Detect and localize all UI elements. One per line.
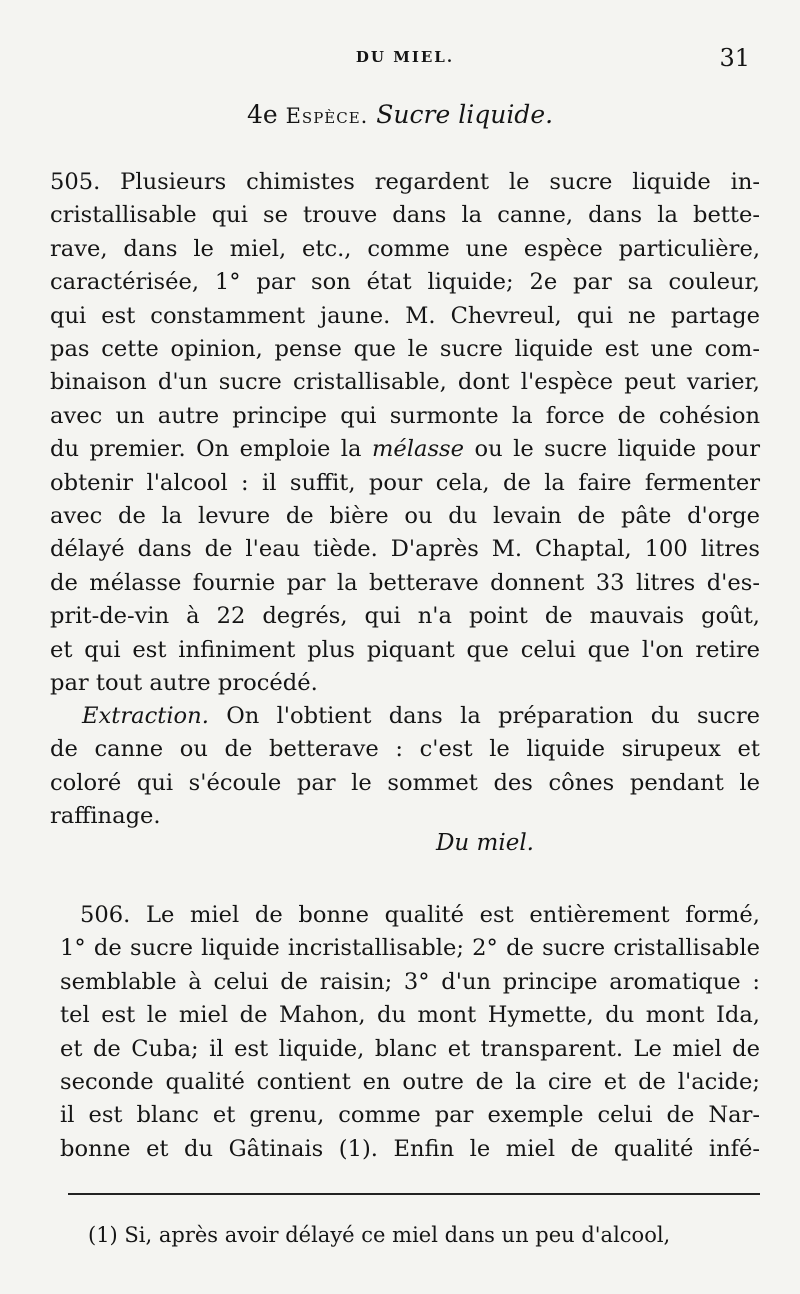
text-line: obtenir l'alcool : il suffit, pour cela, de la faire fermenter	[50, 469, 760, 496]
text-segment: du premier. On emploie la	[50, 436, 362, 463]
paragraph-506	[50, 899, 760, 1166]
text-line: prit-de-vin à 22 degrés, qui n'a point de mauvais goût,	[50, 603, 760, 630]
text-line: coloré qui s'écoule par le sommet des cônes pendant le	[50, 769, 760, 796]
text-line: binaison d'un sucre cristallisable, dont l'espèce peut varier,	[50, 369, 760, 396]
species-number: 4e	[246, 100, 278, 129]
text-line: bonne et du Gâtinais (1). Enfin le miel de qualité infé-	[60, 1135, 760, 1162]
text-line: semblable à celui de raisin; 3° d'un principe aromatique :	[60, 968, 760, 995]
running-head	[50, 44, 760, 74]
text-line: avec de la levure de bière ou du levain de pâte d'orge	[50, 503, 760, 530]
text-line: il est blanc et grenu, comme par exemple celui de Nar-	[60, 1102, 760, 1129]
text-line: avec un autre principe qui surmonte la force de cohésion	[50, 402, 760, 429]
text-line: 1° de sucre liquide incristallisable; 2° de sucre cristallisable	[60, 935, 760, 962]
subheading-du-miel: Du miel.	[435, 830, 534, 856]
text-line: seconde qualité contient en outre de la cire et de l'acide;	[60, 1069, 760, 1096]
species-label: Espèce.	[285, 104, 369, 128]
footnote-rule	[68, 1193, 760, 1195]
emphasis-melasse: mélasse	[371, 436, 465, 463]
text-line: et qui est infiniment plus piquant que celui que l'on retire	[50, 636, 760, 663]
text-line: et de Cuba; il est liquide, blanc et transparent. Le miel de	[60, 1035, 760, 1062]
text-line-with-emphasis	[50, 433, 760, 466]
text-segment: On l'obtient dans la préparation du sucre	[226, 703, 760, 729]
page-number: 31	[719, 44, 750, 72]
text-line: de canne ou de betterave : c'est le liquide sirupeux et	[50, 736, 760, 763]
text-line: de mélasse fournie par la betterave donnent 33 litres d'es-	[50, 569, 760, 596]
text-line: caractérisée, 1° par son état liquide; 2e par sa couleur,	[50, 269, 760, 296]
footnote: (1) Si, après avoir délayé ce miel dans un peu d'alcool,	[88, 1223, 671, 1247]
text-line: qui est constamment jaune. M. Chevreul, qui ne partage	[50, 302, 760, 329]
species-heading	[0, 100, 800, 129]
text-line: 506. Le miel de bonne qualité est entièrement formé,	[80, 902, 760, 928]
text-line: rave, dans le miel, etc., comme une espèce particulière,	[50, 235, 760, 262]
extraction-label: Extraction.	[82, 703, 209, 729]
paragraph-505	[50, 166, 760, 701]
text-line: 505. Plusieurs chimistes regardent le sucre liquide in-	[50, 169, 760, 195]
text-line: cristallisable qui se trouve dans la canne, dans la bette-	[50, 202, 760, 229]
text-line-with-label	[50, 700, 760, 733]
paragraph-extraction	[50, 700, 760, 834]
text-line: pas cette opinion, pense que le sucre liquide est une com-	[50, 336, 760, 363]
text-line: raffinage.	[50, 803, 161, 830]
text-segment: ou le sucre liquide pour	[474, 436, 760, 463]
text-line: tel est le miel de Mahon, du mont Hymette, du mont Ida,	[60, 1002, 760, 1029]
running-title: DU MIEL.	[355, 48, 455, 66]
text-line: par tout autre procédé.	[50, 670, 318, 697]
species-name: Sucre liquide.	[376, 100, 554, 129]
text-line: délayé dans de l'eau tiède. D'après M. Chaptal, 100 litres	[50, 536, 760, 563]
